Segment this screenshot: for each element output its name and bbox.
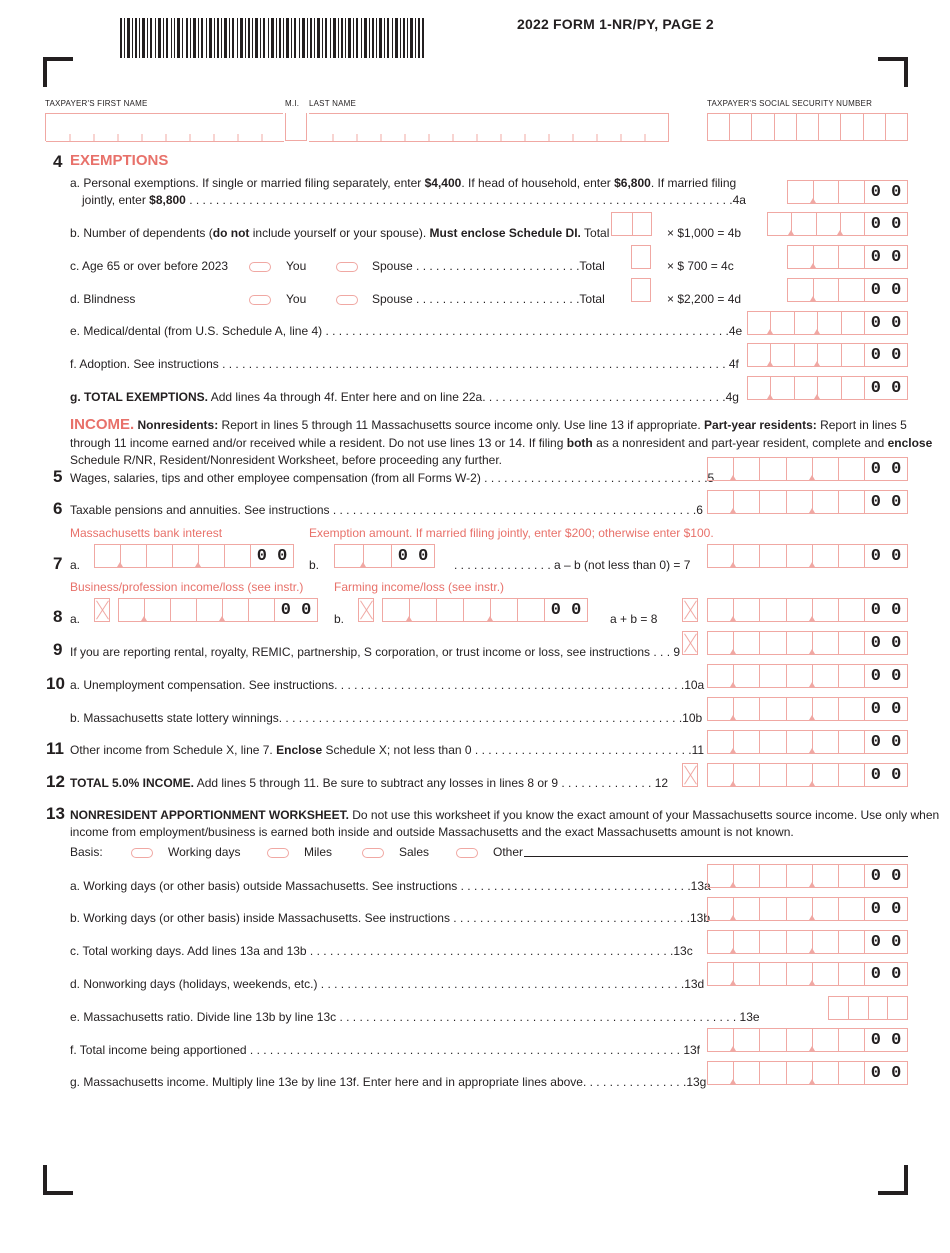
- line-8a-letter: a.: [70, 612, 81, 626]
- line-4e-text: e. Medical/dental (from U.S. Schedule A, line 4) . . . . . . . . . . . . . . . . . . . . . . . . . . . . . . . . . . . . . . . . . . . . . . . . . . . . . . . . . . . . .4e: [70, 324, 743, 338]
- line-9-text: If you are reporting rental, royalty, REMIC, partnership, S corporation, or trust income or loss, see instructions . . . 9: [70, 645, 681, 659]
- line-4a-amount[interactable]: 0 0: [787, 180, 908, 204]
- line-4c-spouse-oval[interactable]: [336, 262, 358, 272]
- line-13c-text: c. Total working days. Add lines 13a and 13b . . . . . . . . . . . . . . . . . . . . . . . . . . . . . . . . . . . . . . . . . . . . . . . . . . . . . . .13c: [70, 944, 693, 958]
- barcode: [120, 18, 424, 58]
- line-11-amount[interactable]: 0 0: [707, 730, 908, 754]
- line-10b-amount[interactable]: 0 0: [707, 697, 908, 721]
- line-4b-amount[interactable]: 0 0: [767, 212, 908, 236]
- line-8-loss-box[interactable]: [682, 598, 698, 622]
- line-13b-text: b. Working days (or other basis) inside Massachusetts. See instructions . . . . . . . . . . . . . . . . . . . . . . . . . . . . . . . . . . . .13b: [70, 911, 711, 925]
- line-13c-amount[interactable]: 0 0: [707, 930, 908, 954]
- basis-label: Basis:: [70, 845, 103, 859]
- basis-other-oval[interactable]: [456, 848, 478, 858]
- line-4d-multiplier: × $2,200 = 4d: [667, 292, 742, 306]
- basis-sales-label: Sales: [399, 845, 430, 859]
- line-4c-text: c. Age 65 or over before 2023: [70, 259, 229, 273]
- line-13d-text: d. Nonworking days (holidays, weekends, etc.) . . . . . . . . . . . . . . . . . . . . . . . . . . . . . . . . . . . . . . . . . . . . . . . . . . . . . . .13d: [70, 977, 705, 991]
- income-instructions-3: Schedule R/NR, Resident/Nonresident Worksheet, before proceeding any further.: [70, 453, 503, 467]
- line-4b-count[interactable]: [611, 212, 652, 236]
- line-9-loss-box[interactable]: [682, 631, 698, 655]
- line-4d-you-oval[interactable]: [249, 295, 271, 305]
- line-8b-loss-box[interactable]: [358, 598, 374, 622]
- line-number-7: 7: [53, 554, 63, 573]
- line-13b-amount[interactable]: 0 0: [707, 897, 908, 921]
- line-13d-amount[interactable]: 0 0: [707, 962, 908, 986]
- line-7b-amount[interactable]: 0 0: [334, 544, 435, 568]
- corner-mark-top-right: [878, 57, 908, 87]
- income-instructions: INCOME. Nonresidents: Report in lines 5 through 11 Massachusetts source income only. Use line 13 if appropriate. Part-year residents: Report in lines 5: [70, 416, 907, 433]
- income-instructions-2: through 11 income earned and/or received while a resident. Do not use lines 13 or 14. If filing both as a nonresident and part-year resident, complete and enclose: [70, 436, 933, 450]
- line-4d-spouse-oval[interactable]: [336, 295, 358, 305]
- line-8b-amount[interactable]: 0 0: [382, 598, 588, 622]
- line-4c-count[interactable]: [631, 245, 651, 269]
- line-11-text: Other income from Schedule X, line 7. Enclose Schedule X; not less than 0 . . . . . . . . . . . . . . . . . . . . . . . . . . . . . . . . .11: [70, 743, 705, 757]
- line-7-text: . . . . . . . . . . . . . . . a – b (not less than 0) = 7: [454, 558, 691, 572]
- line-4d-count[interactable]: [631, 278, 651, 302]
- line-13a-text: a. Working days (or other basis) outside Massachusetts. See instructions . . . . . . . . . . . . . . . . . . . . . . . . . . . . . . . . . . .13a: [70, 879, 711, 893]
- line-4a-text: a. Personal exemptions. If single or married filing separately, enter $4,400. If head of household, enter $6,800. If married filing: [70, 176, 737, 190]
- line-5-text: Wages, salaries, tips and other employee compensation (from all Forms W-2) . . . . . . . . . . . . . . . . . . . . . . . . . . . . . . . . . .5: [70, 471, 715, 485]
- line-4e-amount[interactable]: 0 0: [747, 311, 908, 335]
- line-8b-letter: b.: [334, 612, 345, 626]
- ssn-field[interactable]: [707, 113, 908, 141]
- ssn-label: TAXPAYER'S SOCIAL SECURITY NUMBER: [707, 99, 873, 108]
- line-number-9: 9: [53, 640, 63, 659]
- line-4c-spouse-label: Spouse . . . . . . . . . . . . . . . . . . . . . . . . .Total: [372, 259, 605, 273]
- line-9-amount[interactable]: 0 0: [707, 631, 908, 655]
- basis-miles-label: Miles: [304, 845, 333, 859]
- basis-sales-oval[interactable]: [362, 848, 384, 858]
- line-8-text: a + b = 8: [610, 612, 658, 626]
- line-4f-amount[interactable]: 0 0: [747, 343, 908, 367]
- line-13f-text: f. Total income being apportioned . . . . . . . . . . . . . . . . . . . . . . . . . . . . . . . . . . . . . . . . . . . . . . . . . . . . . . . . . . . . . . . . . 13f: [70, 1043, 700, 1057]
- basis-working-days-oval[interactable]: [131, 848, 153, 858]
- line-number-5: 5: [53, 467, 63, 486]
- line-8a-label: Business/profession income/loss (see instr.): [70, 580, 304, 594]
- line-number-12: 12: [46, 772, 65, 791]
- corner-mark-bottom-left: [43, 1165, 73, 1195]
- line-4g-amount[interactable]: 0 0: [747, 376, 908, 400]
- line-13a-amount[interactable]: 0 0: [707, 864, 908, 888]
- line-4d-spouse-label: Spouse . . . . . . . . . . . . . . . . . . . . . . . . .Total: [372, 292, 605, 306]
- line-4f-text: f. Adoption. See instructions . . . . . . . . . . . . . . . . . . . . . . . . . . . . . . . . . . . . . . . . . . . . . . . . . . . . . . . . . . . . . . . . . . . . . . . . . . . . 4f: [70, 357, 739, 371]
- line-13g-amount[interactable]: 0 0: [707, 1061, 908, 1085]
- line-4d-text: d. Blindness: [70, 292, 136, 306]
- line-12-amount[interactable]: 0 0: [707, 763, 908, 787]
- line-number-10: 10: [46, 674, 65, 693]
- line-4c-you-label: You: [286, 259, 307, 273]
- last-name-label: LAST NAME: [309, 99, 356, 108]
- basis-miles-oval[interactable]: [267, 848, 289, 858]
- corner-mark-top-left: [43, 57, 73, 87]
- mi-label: M.I.: [285, 99, 300, 108]
- line-13e-text: e. Massachusetts ratio. Divide line 13b by line 13c . . . . . . . . . . . . . . . . . . . . . . . . . . . . . . . . . . . . . . . . . . . . . . . . . . . . . . . . . . . . 13e: [70, 1010, 760, 1024]
- line-12-loss-box[interactable]: [682, 763, 698, 787]
- line-4b-text: b. Number of dependents (do not include yourself or your spouse). Must enclose Schedule DI. Total: [70, 226, 610, 240]
- line-number-4: 4: [53, 152, 63, 171]
- basis-other-input[interactable]: [524, 856, 908, 857]
- line-8a-amount[interactable]: 0 0: [118, 598, 318, 622]
- line-6-text: Taxable pensions and annuities. See instructions . . . . . . . . . . . . . . . . . . . . . . . . . . . . . . . . . . . . . . . . . . . . . . . . . . . . . . .6: [70, 503, 703, 517]
- line-4d-amount[interactable]: 0 0: [787, 278, 908, 302]
- mi-field[interactable]: [285, 113, 307, 141]
- line-number-8: 8: [53, 607, 63, 626]
- line-10a-text: a. Unemployment compensation. See instructions. . . . . . . . . . . . . . . . . . . . . . . . . . . . . . . . . . . . . . . . . . . . . . . . . . . . .10a: [70, 678, 705, 692]
- line-4b-multiplier: × $1,000 = 4b: [667, 226, 742, 240]
- line-8a-loss-box[interactable]: [94, 598, 110, 622]
- line-7b-label: Exemption amount. If married filing jointly, enter $200; otherwise enter $100.: [309, 526, 714, 540]
- line-4c-amount[interactable]: 0 0: [787, 245, 908, 269]
- exemptions-heading: EXEMPTIONS: [70, 152, 169, 169]
- corner-mark-bottom-right: [878, 1165, 908, 1195]
- line-4c-you-oval[interactable]: [249, 262, 271, 272]
- line-8b-label: Farming income/loss (see instr.): [334, 580, 505, 594]
- basis-other-label: Other: [493, 845, 524, 859]
- last-name-field[interactable]: [309, 113, 669, 141]
- line-12-text: TOTAL 5.0% INCOME. Add lines 5 through 11. Be sure to subtract any losses in lines 8 or 9 . . . . . . . . . . . . . . 12: [70, 776, 669, 790]
- line-7a-amount[interactable]: 0 0: [94, 544, 294, 568]
- line-6-amount[interactable]: 0 0: [707, 490, 908, 514]
- line-4a-text-2: jointly, enter $8,800 . . . . . . . . . . . . . . . . . . . . . . . . . . . . . . . . . . . . . . . . . . . . . . . . . . . . . . . . . . . . . . . . . . . . . . . . . . . . . . . . . .4a: [82, 193, 746, 207]
- line-10b-text: b. Massachusetts state lottery winnings. . . . . . . . . . . . . . . . . . . . . . . . . . . . . . . . . . . . . . . . . . . . . . . . . . . . . . . . . . . . .10b: [70, 711, 703, 725]
- line-7a-label: Massachusetts bank interest: [70, 526, 223, 540]
- line-13f-amount[interactable]: 0 0: [707, 1028, 908, 1052]
- form-title: 2022 FORM 1-NR/PY, PAGE 2: [517, 16, 714, 32]
- line-7b-letter: b.: [309, 558, 320, 572]
- first-name-field[interactable]: [45, 113, 283, 141]
- worksheet-instructions: NONRESIDENT APPORTIONMENT WORKSHEET. Do not use this worksheet if you know the exact amount of your Massachusetts source income. Use only when: [70, 808, 940, 822]
- basis-working-days-label: Working days: [168, 845, 241, 859]
- line-7-amount[interactable]: 0 0: [707, 544, 908, 568]
- line-13g-text: g. Massachusetts income. Multiply line 13e by line 13f. Enter here and in appropriate lines above. . . . . . . . . . . . . . . .13g: [70, 1075, 707, 1089]
- line-10a-amount[interactable]: 0 0: [707, 664, 908, 688]
- line-4c-multiplier: × $ 700 = 4c: [667, 259, 734, 273]
- line-number-11: 11: [46, 739, 64, 758]
- line-5-amount[interactable]: 0 0: [707, 457, 908, 481]
- line-7a-letter: a.: [70, 558, 81, 572]
- line-number-6: 6: [53, 499, 63, 518]
- worksheet-instructions-2: income from employment/business is earned both inside and outside Massachusetts and the exact Massachusetts amount is not known.: [70, 825, 794, 839]
- first-name-label: TAXPAYER'S FIRST NAME: [45, 99, 148, 108]
- line-4d-you-label: You: [286, 292, 307, 306]
- line-13e-ratio[interactable]: [828, 996, 908, 1020]
- line-8-amount[interactable]: 0 0: [707, 598, 908, 622]
- line-4g-text: g. TOTAL EXEMPTIONS. Add lines 4a through 4f. Enter here and on line 22a. . . . . . . . . . . . . . . . . . . . . . . . . . . . . . . . . . . . .4g: [70, 390, 739, 404]
- line-number-13: 13: [46, 804, 65, 823]
